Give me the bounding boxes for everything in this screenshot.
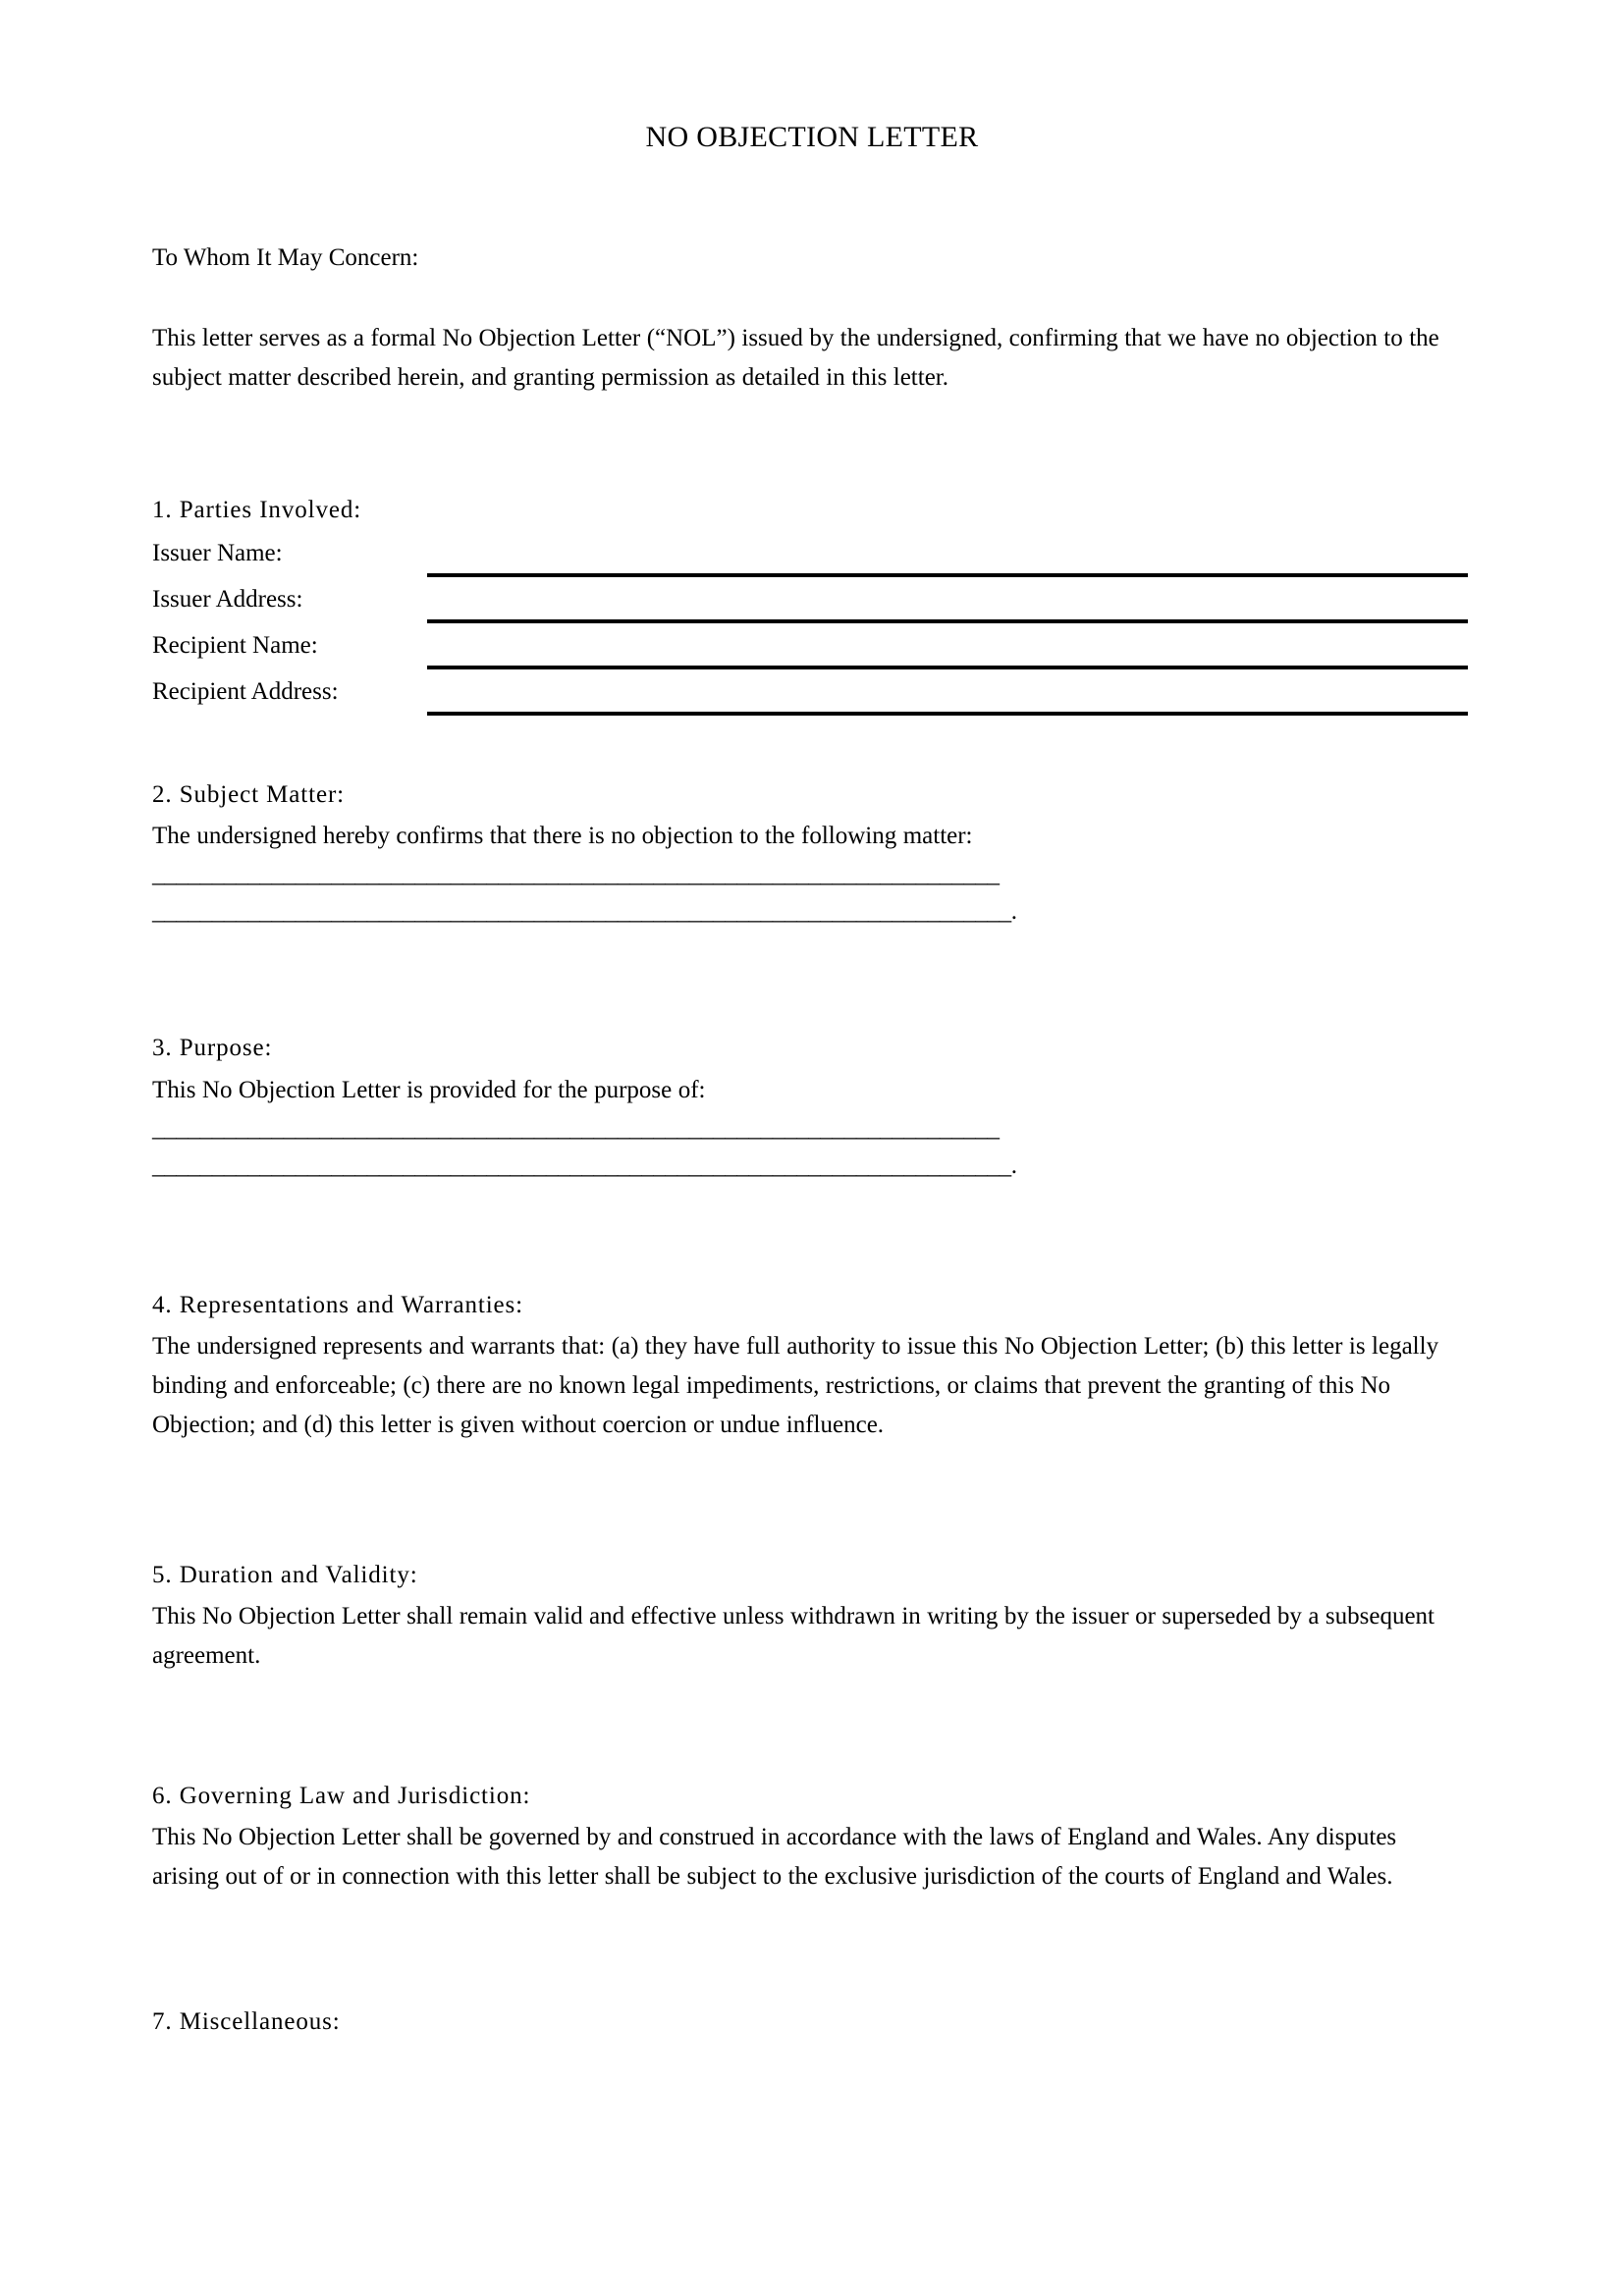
representations-body-block [152,1327,1458,1445]
salutation-text: To Whom It May Concern: [152,244,419,271]
field-label-issuer-address: Issuer Address: [152,586,303,613]
subject-matter-blank-lines [152,856,1458,931]
purpose-blank-line-2[interactable]: ________________________________________________________________________. [152,1152,1017,1179]
section-parties-involved [152,491,1458,530]
salutation-block [152,239,1458,278]
section-heading-subject-matter: 2. Subject Matter: [152,781,346,808]
section-governing-law [152,1777,1458,1816]
governing-law-body-text: This No Objection Letter shall be governed by and construed in accordance with the laws of England and Wales. Any disputes arising out of or in connection with this letter shall be subject to the exclusive jurisdiction of the courts of England and Wales. [152,1824,1397,1890]
intro-paragraph-block [152,319,1458,398]
subject-matter-blank-line-1[interactable]: _______________________________________________________________________ [152,861,1000,887]
section-heading-purpose: 3. Purpose: [152,1035,273,1061]
section-duration-validity [152,1556,1458,1595]
field-input-issuer-name[interactable] [427,573,1468,577]
page-title: NO OBJECTION LETTER [645,121,979,153]
section-representations-warranties [152,1286,1458,1325]
purpose-blank-lines [152,1110,1458,1185]
parties-fields-group [152,537,1458,721]
subject-matter-blank-line-2[interactable]: ________________________________________________________________________. [152,898,1017,925]
field-label-recipient-address: Recipient Address: [152,678,339,705]
field-input-recipient-name[interactable] [427,666,1468,669]
purpose-lead-in-text: This No Objection Letter is provided for the purpose of: [152,1077,706,1103]
field-input-recipient-address[interactable] [427,712,1468,716]
subject-matter-lead-in-text: The undersigned hereby confirms that there is no objection to the following matter: [152,823,973,849]
field-row-recipient-name [152,629,1458,675]
field-label-issuer-name: Issuer Name: [152,540,283,566]
intro-paragraph-text: This letter serves as a formal No Objection Letter (“NOL”) issued by the undersigned, confirming that we have no objection to the subject matter described herein, and granting permission as detailed in this letter. [152,325,1439,391]
field-row-issuer-address [152,583,1458,629]
section-subject-matter [152,775,1458,815]
section-heading-miscellaneous: 7. Miscellaneous: [152,2008,341,2035]
representations-body-text: The undersigned represents and warrants that: (a) they have full authority to issue this No Objection Letter; (b) this letter is legally binding and enforceable; (c) there are no known legal impediments, restrictions, or claims that prevent the granting of this No Objection; and (d) this letter is given without coercion or undue influence. [152,1333,1439,1438]
section-heading-duration-validity: 5. Duration and Validity: [152,1562,418,1588]
subject-matter-lead-in-block [152,817,1458,856]
section-miscellaneous [152,2002,1458,2042]
section-heading-parties-involved: 1. Parties Involved: [152,497,362,523]
duration-body-block [152,1597,1458,1676]
field-input-issuer-address[interactable] [427,619,1468,623]
purpose-blank-line-1[interactable]: _______________________________________________________________________ [152,1115,1000,1142]
field-row-recipient-address [152,675,1458,721]
field-row-issuer-name [152,537,1458,583]
section-purpose [152,1029,1458,1068]
section-heading-governing-law: 6. Governing Law and Jurisdiction: [152,1783,531,1809]
purpose-lead-in-block [152,1071,1458,1110]
field-label-recipient-name: Recipient Name: [152,632,318,659]
section-heading-representations-warranties: 4. Representations and Warranties: [152,1292,524,1318]
duration-body-text: This No Objection Letter shall remain valid and effective unless withdrawn in writing by the issuer or superseded by a subsequent agreement. [152,1603,1435,1669]
governing-law-body-block [152,1818,1458,1896]
